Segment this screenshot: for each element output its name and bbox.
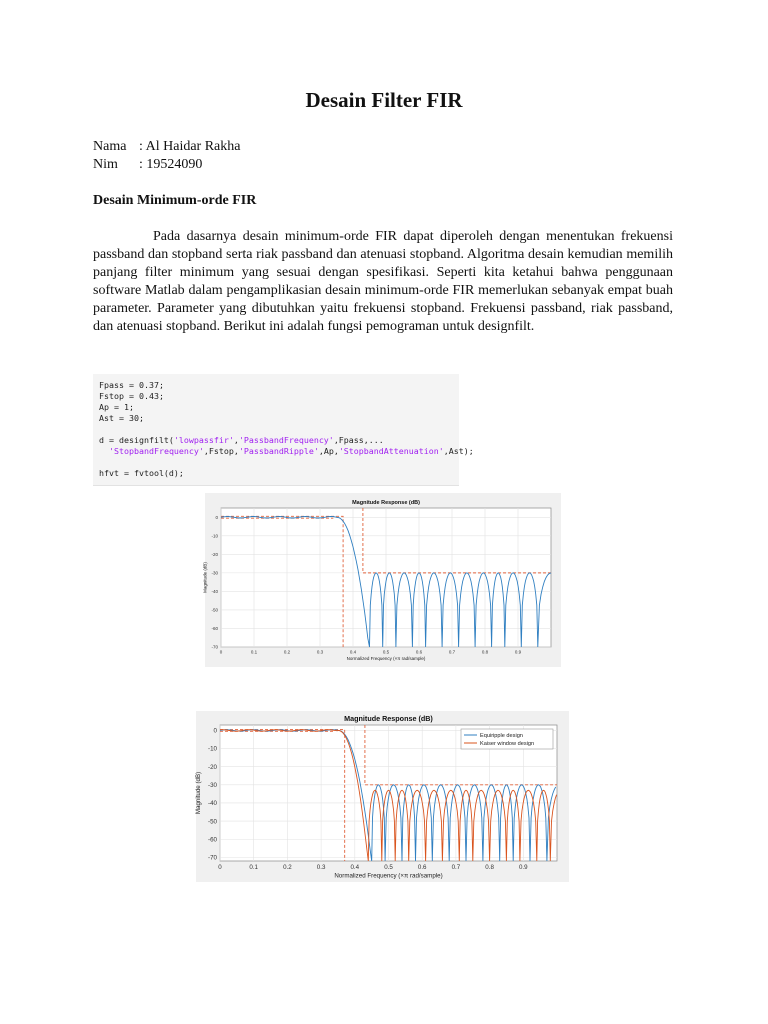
code-line-2: Fstop = 0.43;	[99, 391, 164, 401]
y-tick-label: -30	[211, 570, 218, 576]
name-value: : Al Haidar Rakha	[139, 139, 241, 154]
y-tick-label: 0	[215, 514, 218, 520]
code-token	[99, 446, 109, 456]
code-line-4: Ast = 30;	[99, 413, 144, 423]
y-tick-label: -30	[208, 782, 217, 790]
magnitude-response-figure-2	[196, 711, 569, 882]
y-tick-label: -10	[208, 745, 217, 753]
code-string: 'lowpassfir'	[173, 435, 234, 445]
code-string: 'StopbandAttenuation'	[338, 446, 444, 456]
code-line-1: Fpass = 0.37;	[99, 380, 164, 390]
x-tick-label: 0.6	[415, 649, 423, 655]
y-tick-label: -40	[211, 588, 218, 594]
code-token: ,Ap,	[318, 446, 339, 456]
code-string: 'StopbandFrequency'	[109, 446, 204, 456]
code-token: d = designfilt(	[99, 435, 174, 445]
magnitude-response-figure-1	[202, 493, 561, 667]
nim-label: Nim	[93, 157, 118, 172]
x-tick-label: 0.8	[485, 864, 494, 872]
x-tick-label: 0.1	[249, 864, 259, 872]
x-tick-label: 0.7	[451, 864, 461, 872]
legend-label: Equiripple design	[480, 733, 523, 740]
x-tick-label: 0.8	[481, 649, 489, 655]
x-tick-label: 0.2	[283, 864, 292, 872]
code-block	[93, 374, 474, 486]
y-tick-label: -50	[211, 607, 218, 613]
y-tick-label: -70	[211, 644, 218, 650]
x-tick-label: 0.7	[448, 649, 456, 655]
code-line-6	[99, 446, 474, 456]
code-line-3: Ap = 1;	[99, 402, 134, 412]
legend-label: Kaiser window design	[480, 741, 535, 748]
y-tick-label: -10	[211, 533, 218, 539]
code-string: 'PassbandRipple'	[238, 446, 319, 456]
code-line-5	[99, 435, 384, 445]
document-title: Desain Filter FIR	[305, 88, 463, 112]
y-tick-label: -60	[211, 626, 218, 632]
x-tick-label: 0.4	[350, 864, 360, 872]
x-axis-label: Normalized Frequency (×π rad/sample)	[346, 656, 426, 661]
y-axis-label: Magnitude (dB)	[202, 562, 208, 593]
code-line-7: hfvt = fvtool(d);	[99, 468, 184, 478]
nim-value: : 19524090	[139, 157, 203, 172]
x-tick-label: 0.5	[382, 649, 390, 655]
y-tick-label: -60	[208, 836, 217, 844]
x-tick-label: 0.4	[349, 649, 357, 655]
y-tick-label: -40	[208, 800, 217, 808]
y-tick-label: -50	[208, 818, 217, 826]
nim-row	[93, 157, 202, 173]
code-token: ,	[233, 435, 239, 445]
code-token: ,Fstop,	[203, 446, 239, 456]
body-paragraph: Pada dasarnya desain minimum-orde FIR dapat diperoleh dengan menentukan frekuensi passband dan stopband serta riak passband dan atenuasi stopband. Algoritma desain kemudian memilih panjang filter minimum yang sesuai dengan spesifikasi. Seperti kita ketahui bahwa penggunaan software Matlab dalam pengamplikasian desain minimum-orde FIR memerlukan sebanyak empat buah parameter. Parameter yang dibutuhkan yaitu frekuensi stopband. Frekuensi passband, riak passband, dan atenuasi stopband. Berikut ini adalah fungsi pemograman untuk designfilt.	[93, 229, 673, 334]
x-tick-label: 0.5	[384, 864, 393, 872]
x-tick-label: 0.9	[514, 649, 522, 655]
magnitude-response-chart-2	[196, 711, 569, 882]
y-tick-label: -20	[211, 551, 218, 557]
chart-title: Magnitude Response (dB)	[344, 714, 433, 723]
x-tick-label: 0	[219, 649, 223, 655]
x-tick-label: 0.3	[316, 864, 326, 872]
code-token: ,Fpass,...	[333, 435, 384, 445]
x-tick-label: 0	[218, 864, 222, 872]
y-tick-label: 0	[213, 727, 217, 735]
y-tick-label: -20	[208, 763, 217, 771]
x-axis-label: Normalized Frequency (×π rad/sample)	[334, 872, 443, 880]
name-label: Nama	[93, 139, 127, 154]
name-row	[93, 139, 240, 155]
chart-title: Magnitude Response (dB)	[352, 500, 420, 506]
magnitude-response-chart-1	[202, 493, 561, 667]
x-tick-label: 0.2	[283, 649, 291, 655]
x-tick-label: 0.3	[316, 649, 324, 655]
x-tick-label: 0.9	[518, 864, 528, 872]
x-tick-label: 0.1	[250, 649, 258, 655]
section-heading: Desain Minimum-orde FIR	[93, 193, 257, 208]
code-token: ,Ast);	[443, 446, 474, 456]
y-axis-label: Magnitude (dB)	[195, 771, 203, 815]
code-string: 'PassbandFrequency'	[238, 435, 334, 445]
x-tick-label: 0.6	[417, 864, 427, 872]
y-tick-label: -70	[208, 854, 217, 862]
